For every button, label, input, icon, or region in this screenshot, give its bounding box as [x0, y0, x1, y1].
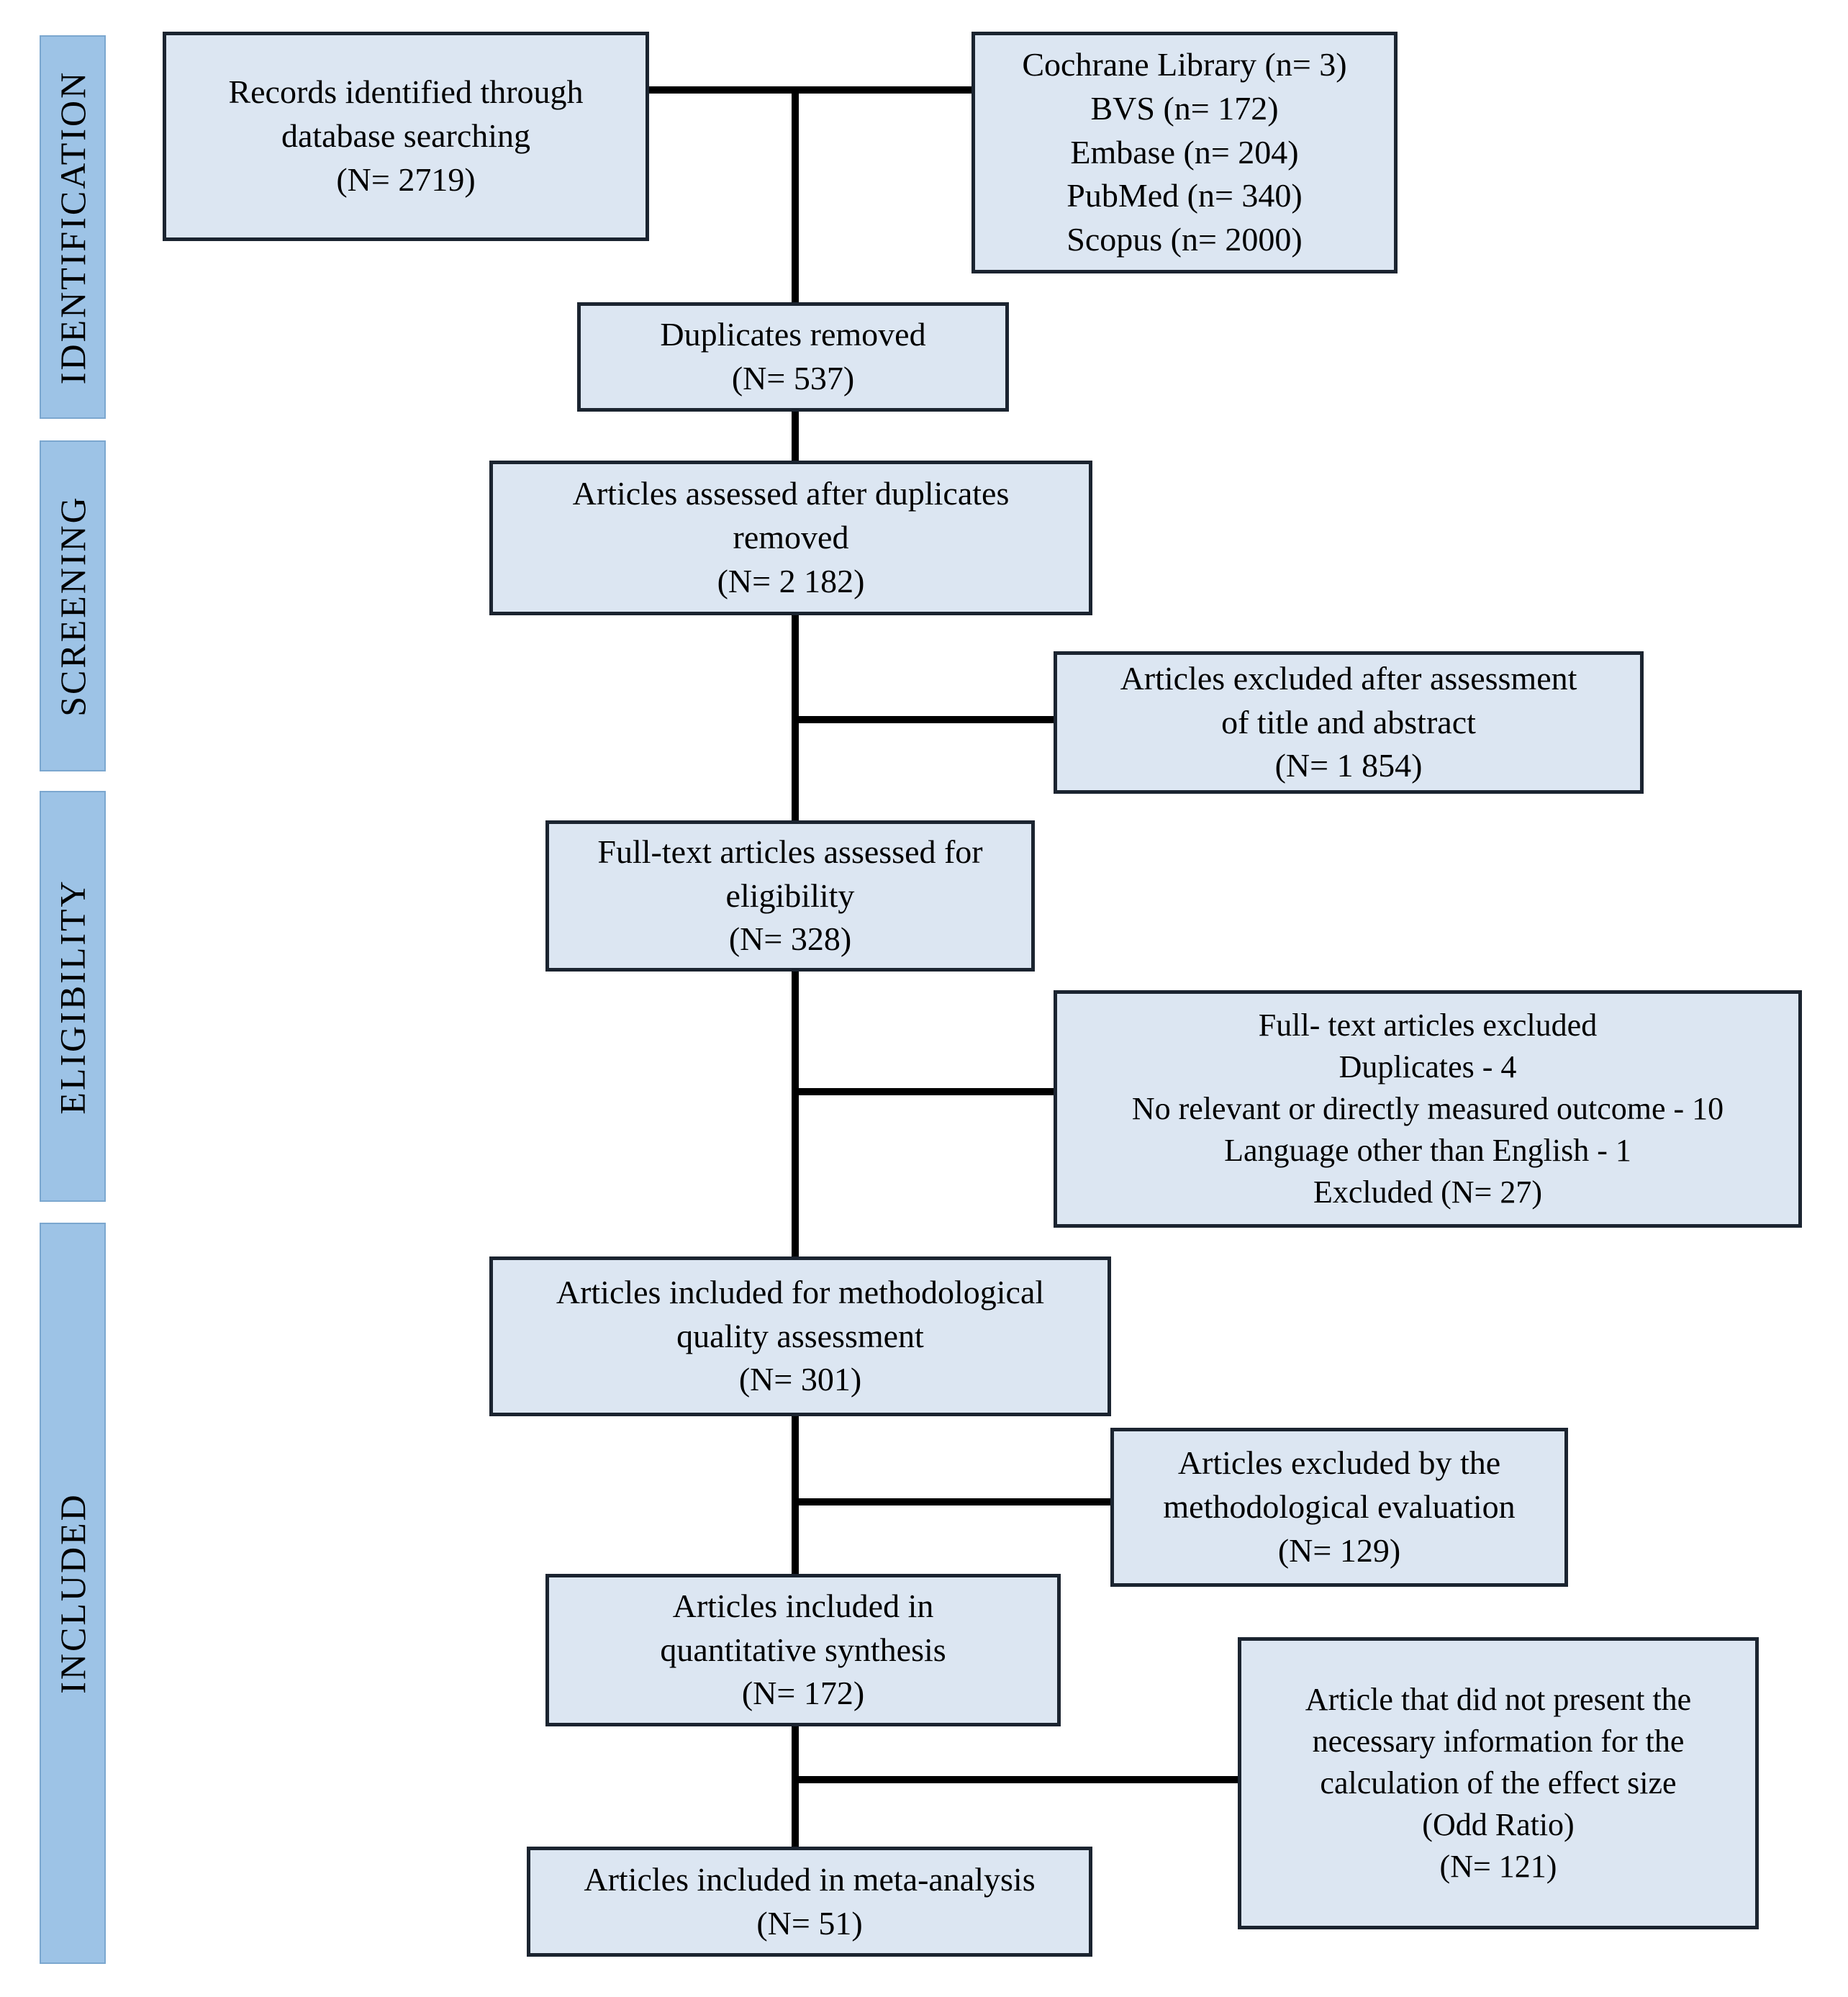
box-text-line: database searching	[281, 117, 531, 155]
box-duplicates-removed	[577, 302, 1009, 412]
box-text-line: quality assessment	[676, 1317, 924, 1354]
stage-label-identification-text: IDENTIFICATION	[53, 70, 94, 384]
connector-branch-fulltext-excluded	[792, 1088, 1058, 1095]
box-text-line: eligibility	[725, 877, 855, 914]
box-text-line: (N= 1 854)	[1274, 747, 1423, 784]
box-text-line: (N= 301)	[738, 1361, 862, 1398]
box-no-effect-size-info	[1238, 1637, 1759, 1929]
stage-label-included-text: INCLUDED	[53, 1493, 93, 1694]
stage-label-eligibility-text: ELIGIBILITY	[53, 878, 93, 1115]
box-text-line: removed	[733, 519, 849, 556]
box-text-line: Articles excluded by the	[1177, 1444, 1501, 1482]
box-methodological-quality	[489, 1256, 1111, 1416]
box-text-line: (Odd Ratio)	[1422, 1807, 1575, 1843]
box-text-line: of title and abstract	[1221, 703, 1476, 741]
box-text-line: Excluded (N= 27)	[1313, 1174, 1543, 1210]
box-text-line: Articles included in	[672, 1587, 934, 1624]
box-text-line: necessary information for the	[1312, 1723, 1685, 1759]
box-text-line: Articles excluded after assessment	[1120, 659, 1577, 697]
box-quantitative-synthesis	[545, 1574, 1061, 1726]
box-text-line: Language other than English - 1	[1224, 1133, 1631, 1169]
connector-branch-excluded-title-abstract	[792, 716, 1058, 723]
stage-label-included	[40, 1223, 106, 1964]
stage-label-identification	[40, 35, 106, 419]
box-text-line: (N= 129)	[1277, 1531, 1401, 1569]
box-text-line: (N= 537)	[731, 360, 855, 397]
box-meta-analysis	[527, 1847, 1092, 1957]
box-text-line: quantitative synthesis	[660, 1631, 946, 1668]
box-excluded-title-abstract	[1054, 651, 1644, 794]
connector-quality-to-synthesis	[792, 1415, 799, 1576]
connector-synthesis-to-meta	[792, 1725, 799, 1849]
connector-branch-excluded-methodological	[792, 1498, 1114, 1505]
box-text-line: (N= 121)	[1439, 1849, 1557, 1885]
stage-label-screening-text: SCREENING	[53, 495, 94, 717]
connector-fulltext-to-quality	[792, 970, 799, 1258]
box-text-line: Articles included in meta-analysis	[584, 1860, 1036, 1898]
box-text-line: Embase (n= 204)	[1070, 133, 1299, 171]
box-text-line: methodological evaluation	[1163, 1488, 1516, 1526]
box-assessed-after-duplicates	[489, 461, 1092, 615]
box-database-sources	[971, 32, 1398, 273]
box-text-line: (N= 2 182)	[717, 562, 865, 599]
box-text-line: (N= 51)	[756, 1904, 863, 1942]
box-text-line: Article that did not present the	[1305, 1681, 1692, 1717]
box-fulltext-assessed	[545, 820, 1035, 972]
box-text-line: Records identified through	[228, 73, 584, 111]
box-fulltext-excluded	[1054, 990, 1802, 1228]
connector-duplicates-to-assessed	[792, 412, 799, 462]
box-text-line: Duplicates - 4	[1339, 1049, 1517, 1084]
connector-records-to-sources	[648, 86, 971, 94]
box-text-line: BVS (n= 172)	[1090, 89, 1279, 127]
box-text-line: Duplicates removed	[660, 316, 926, 353]
box-text-line: Articles assessed after duplicates	[572, 475, 1010, 512]
connector-branch-no-effect-size	[792, 1776, 1241, 1783]
stage-label-eligibility	[40, 791, 106, 1202]
box-text-line: No relevant or directly measured outcome - 10	[1131, 1090, 1724, 1126]
box-text-line: (N= 328)	[728, 920, 852, 958]
box-text-line: Full- text articles excluded	[1258, 1007, 1598, 1043]
box-text-line: Scopus (n= 2000)	[1066, 221, 1303, 258]
box-text-line: (N= 172)	[741, 1675, 865, 1712]
box-text-line: Articles included for methodological	[556, 1273, 1045, 1310]
stage-label-screening	[40, 440, 106, 771]
connector-spine-to-duplicates	[792, 86, 799, 302]
box-text-line: (N= 2719)	[336, 160, 476, 198]
box-text-line: Full-text articles assessed for	[597, 833, 983, 870]
box-excluded-methodological	[1110, 1428, 1568, 1587]
box-records-identified	[163, 32, 649, 241]
box-text-line: calculation of the effect size	[1320, 1765, 1677, 1801]
box-text-line: PubMed (n= 340)	[1066, 177, 1303, 214]
box-text-line: Cochrane Library (n= 3)	[1022, 46, 1347, 83]
